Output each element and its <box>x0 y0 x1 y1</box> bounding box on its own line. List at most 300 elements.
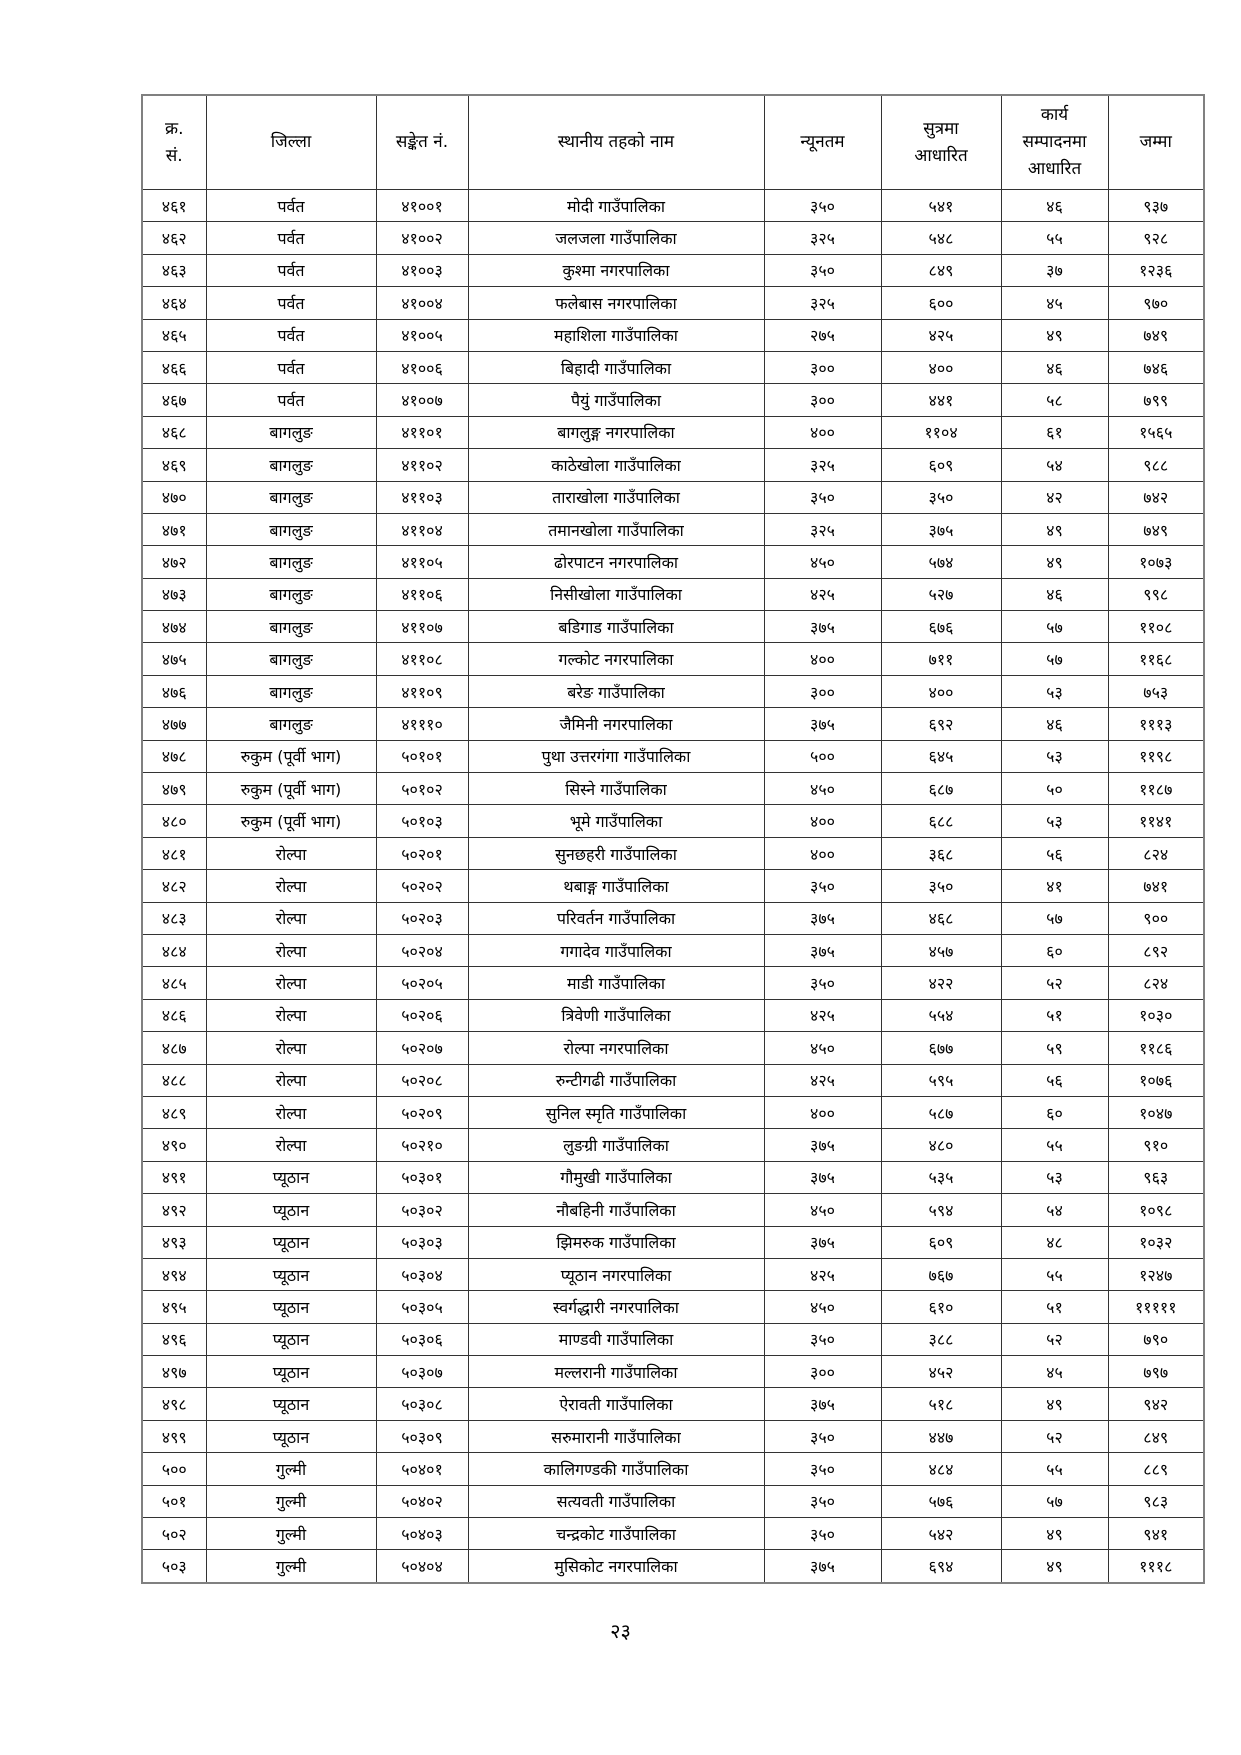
cell-serial: ४९० <box>142 1129 206 1161</box>
cell-serial: ४७० <box>142 481 206 513</box>
cell-code: ५०३०५ <box>376 1291 468 1323</box>
cell-district: पर्वत <box>206 254 376 286</box>
cell-code: ४१००४ <box>376 287 468 319</box>
cell-performance-based: ४९ <box>1001 1518 1108 1550</box>
cell-minimum: ३७५ <box>764 1226 881 1258</box>
cell-code: ५०२०४ <box>376 934 468 966</box>
cell-formula-based: ५४२ <box>881 1518 1001 1550</box>
cell-district: पर्वत <box>206 287 376 319</box>
cell-performance-based: ५५ <box>1001 1258 1108 1290</box>
cell-performance-based: ५३ <box>1001 1161 1108 1193</box>
cell-code: ५०२०७ <box>376 1032 468 1064</box>
cell-total: १११११ <box>1108 1291 1204 1323</box>
cell-serial: ४९८ <box>142 1388 206 1420</box>
cell-code: ५०२०६ <box>376 999 468 1031</box>
cell-performance-based: ४६ <box>1001 190 1108 222</box>
table-row <box>142 319 1204 351</box>
table-row <box>142 481 1204 513</box>
cell-formula-based: ५२७ <box>881 578 1001 610</box>
cell-serial: ४९४ <box>142 1258 206 1290</box>
cell-local-level: महाशिला गाउँपालिका <box>468 319 764 351</box>
cell-district: पर्वत <box>206 319 376 351</box>
header-performance-based <box>1001 95 1108 190</box>
cell-serial: ४७८ <box>142 740 206 772</box>
cell-formula-based: ४८० <box>881 1129 1001 1161</box>
cell-formula-based: ५५४ <box>881 999 1001 1031</box>
cell-local-level: गगादेव गाउँपालिका <box>468 934 764 966</box>
cell-district: बागलुङ <box>206 513 376 545</box>
cell-minimum: ३७५ <box>764 708 881 740</box>
cell-code: ५०३०६ <box>376 1323 468 1355</box>
cell-minimum: ३७५ <box>764 934 881 966</box>
table-row <box>142 546 1204 578</box>
cell-minimum: २७५ <box>764 319 881 351</box>
cell-district: रोल्पा <box>206 1032 376 1064</box>
cell-minimum: ३७५ <box>764 611 881 643</box>
header-local-level <box>468 95 764 190</box>
table-row <box>142 416 1204 448</box>
cell-total: १५६५ <box>1108 416 1204 448</box>
header-performance-line1: कार्य <box>1040 105 1069 125</box>
cell-district: बागलुङ <box>206 675 376 707</box>
cell-total: ९४१ <box>1108 1518 1204 1550</box>
cell-local-level: त्रिवेणी गाउँपालिका <box>468 999 764 1031</box>
cell-code: ४११०४ <box>376 513 468 545</box>
cell-formula-based: ४४१ <box>881 384 1001 416</box>
cell-district: प्यूठान <box>206 1388 376 1420</box>
cell-code: ५०२०८ <box>376 1064 468 1096</box>
cell-district: प्यूठान <box>206 1291 376 1323</box>
header-formula-line2: आधारित <box>914 145 968 166</box>
cell-formula-based: ६०९ <box>881 449 1001 481</box>
table-row <box>142 384 1204 416</box>
cell-code: ४११०२ <box>376 449 468 481</box>
cell-performance-based: ५२ <box>1001 1323 1108 1355</box>
cell-district: प्यूठान <box>206 1161 376 1193</box>
cell-local-level: स्वर्गद्धारी नगरपालिका <box>468 1291 764 1323</box>
cell-performance-based: ४२ <box>1001 481 1108 513</box>
cell-local-level: माण्डवी गाउँपालिका <box>468 1323 764 1355</box>
cell-formula-based: ६०९ <box>881 1226 1001 1258</box>
cell-local-level: गौमुखी गाउँपालिका <box>468 1161 764 1193</box>
cell-serial: ४६७ <box>142 384 206 416</box>
cell-code: ५०२०३ <box>376 902 468 934</box>
cell-code: ५०१०१ <box>376 740 468 772</box>
cell-total: ७९९ <box>1108 384 1204 416</box>
cell-serial: ४७५ <box>142 643 206 675</box>
table-row <box>142 934 1204 966</box>
cell-local-level: रुन्टीगढी गाउँपालिका <box>468 1064 764 1096</box>
cell-district: प्यूठान <box>206 1356 376 1388</box>
cell-formula-based: ६७६ <box>881 611 1001 643</box>
cell-formula-based: ६९४ <box>881 1550 1001 1583</box>
cell-local-level: लुङग्री गाउँपालिका <box>468 1129 764 1161</box>
cell-local-level: सरुमारानी गाउँपालिका <box>468 1420 764 1452</box>
cell-code: ४११०३ <box>376 481 468 513</box>
cell-district: पर्वत <box>206 190 376 222</box>
cell-formula-based: ३५० <box>881 481 1001 513</box>
cell-total: ८८९ <box>1108 1453 1204 1485</box>
cell-code: ५०४०३ <box>376 1518 468 1550</box>
cell-code: ५०२०१ <box>376 837 468 869</box>
cell-total: ८२४ <box>1108 837 1204 869</box>
cell-minimum: ३२५ <box>764 513 881 545</box>
table-row <box>142 1388 1204 1420</box>
cell-performance-based: ४९ <box>1001 546 1108 578</box>
cell-serial: ४८२ <box>142 870 206 902</box>
cell-code: ५०३०९ <box>376 1420 468 1452</box>
cell-formula-based: ५१८ <box>881 1388 1001 1420</box>
cell-formula-based: ४२५ <box>881 319 1001 351</box>
cell-code: ४१११० <box>376 708 468 740</box>
cell-code: ४११०९ <box>376 675 468 707</box>
cell-code: ४११०७ <box>376 611 468 643</box>
cell-formula-based: ४६८ <box>881 902 1001 934</box>
cell-district: प्यूठान <box>206 1420 376 1452</box>
table-row <box>142 999 1204 1031</box>
cell-performance-based: ५४ <box>1001 1194 1108 1226</box>
table-row <box>142 708 1204 740</box>
cell-total: ११९८ <box>1108 740 1204 772</box>
cell-minimum: ३०० <box>764 675 881 707</box>
cell-formula-based: ५७४ <box>881 546 1001 578</box>
cell-district: रुकुम (पूर्वी भाग) <box>206 773 376 805</box>
cell-minimum: ४५० <box>764 1032 881 1064</box>
cell-district: बागलुङ <box>206 643 376 675</box>
cell-code: ५०२०९ <box>376 1096 468 1128</box>
cell-formula-based: ३६८ <box>881 837 1001 869</box>
cell-district: बागलुङ <box>206 611 376 643</box>
cell-formula-based: ६८८ <box>881 805 1001 837</box>
header-code-line1: सङ्केत नं. <box>395 132 449 152</box>
cell-formula-based: ३८८ <box>881 1323 1001 1355</box>
cell-serial: ५०२ <box>142 1518 206 1550</box>
cell-serial: ४७२ <box>142 546 206 578</box>
cell-minimum: ३५० <box>764 870 881 902</box>
cell-formula-based: ६१० <box>881 1291 1001 1323</box>
cell-performance-based: ५९ <box>1001 1032 1108 1064</box>
table-row <box>142 675 1204 707</box>
table-row <box>142 254 1204 286</box>
table-row <box>142 1161 1204 1193</box>
cell-district: प्यूठान <box>206 1194 376 1226</box>
cell-minimum: ३७५ <box>764 1550 881 1583</box>
cell-local-level: मोदी गाउँपालिका <box>468 190 764 222</box>
table-row <box>142 902 1204 934</box>
cell-total: ११४१ <box>1108 805 1204 837</box>
header-performance-line2: सम्पादनमा <box>1022 132 1087 152</box>
cell-minimum: ३५० <box>764 254 881 286</box>
table-row <box>142 740 1204 772</box>
cell-serial: ४९३ <box>142 1226 206 1258</box>
cell-formula-based: ४०० <box>881 351 1001 383</box>
cell-total: ७४९ <box>1108 513 1204 545</box>
cell-total: ११८७ <box>1108 773 1204 805</box>
cell-minimum: ४०० <box>764 416 881 448</box>
cell-code: ५०३०१ <box>376 1161 468 1193</box>
cell-serial: ४७३ <box>142 578 206 610</box>
table-row <box>142 449 1204 481</box>
table-row <box>142 1356 1204 1388</box>
cell-total: १११३ <box>1108 708 1204 740</box>
cell-minimum: ४०० <box>764 837 881 869</box>
cell-code: ५०४०२ <box>376 1485 468 1517</box>
cell-formula-based: ५४८ <box>881 222 1001 254</box>
cell-minimum: ४५० <box>764 1291 881 1323</box>
cell-formula-based: ४८४ <box>881 1453 1001 1485</box>
cell-formula-based: ६९२ <box>881 708 1001 740</box>
cell-serial: ४९५ <box>142 1291 206 1323</box>
cell-total: ७५३ <box>1108 675 1204 707</box>
cell-local-level: निसीखोला गाउँपालिका <box>468 578 764 610</box>
cell-performance-based: ४५ <box>1001 287 1108 319</box>
cell-performance-based: ४९ <box>1001 1550 1108 1583</box>
cell-district: रोल्पा <box>206 837 376 869</box>
cell-district: बागलुङ <box>206 578 376 610</box>
cell-district: रोल्पा <box>206 1129 376 1161</box>
cell-district: प्यूठान <box>206 1323 376 1355</box>
cell-formula-based: ५९५ <box>881 1064 1001 1096</box>
cell-local-level: माडी गाउँपालिका <box>468 967 764 999</box>
cell-total: ९२८ <box>1108 222 1204 254</box>
cell-code: ४१००५ <box>376 319 468 351</box>
cell-code: ५०३०३ <box>376 1226 468 1258</box>
cell-district: रोल्पा <box>206 870 376 902</box>
header-serial <box>142 95 206 190</box>
cell-district: बागलुङ <box>206 546 376 578</box>
cell-minimum: ३२५ <box>764 222 881 254</box>
cell-total: ११०८ <box>1108 611 1204 643</box>
table-row <box>142 1064 1204 1096</box>
cell-minimum: ३७५ <box>764 1161 881 1193</box>
cell-minimum: ४५० <box>764 1194 881 1226</box>
cell-code: ५०२०२ <box>376 870 468 902</box>
cell-local-level: प्यूठान नगरपालिका <box>468 1258 764 1290</box>
cell-local-level: कुश्मा नगरपालिका <box>468 254 764 286</box>
cell-total: १०७६ <box>1108 1064 1204 1096</box>
table-row <box>142 1032 1204 1064</box>
table-row <box>142 578 1204 610</box>
header-formula-line1: सुत्रमा <box>923 118 959 139</box>
cell-formula-based: ४२२ <box>881 967 1001 999</box>
table-row <box>142 870 1204 902</box>
cell-minimum: ३२५ <box>764 287 881 319</box>
cell-local-level: ढोरपाटन नगरपालिका <box>468 546 764 578</box>
header-serial-line2: सं. <box>165 145 183 166</box>
cell-formula-based: ५३५ <box>881 1161 1001 1193</box>
cell-formula-based: ४४७ <box>881 1420 1001 1452</box>
header-formula-based <box>881 95 1001 190</box>
cell-total: ९९८ <box>1108 578 1204 610</box>
cell-formula-based: ५९४ <box>881 1194 1001 1226</box>
cell-code: ५०३०८ <box>376 1388 468 1420</box>
page-number: २३ <box>610 1619 631 1643</box>
cell-total: ७९७ <box>1108 1356 1204 1388</box>
cell-district: प्यूठान <box>206 1258 376 1290</box>
cell-serial: ४९१ <box>142 1161 206 1193</box>
cell-serial: ४८४ <box>142 934 206 966</box>
cell-total: ९७० <box>1108 287 1204 319</box>
cell-performance-based: ४५ <box>1001 1356 1108 1388</box>
cell-total: ७४६ <box>1108 351 1204 383</box>
cell-performance-based: ५३ <box>1001 740 1108 772</box>
cell-district: गुल्मी <box>206 1518 376 1550</box>
cell-code: ४१००२ <box>376 222 468 254</box>
cell-minimum: ३५० <box>764 1485 881 1517</box>
cell-total: ७४९ <box>1108 319 1204 351</box>
cell-minimum: ३७५ <box>764 1129 881 1161</box>
cell-performance-based: ५६ <box>1001 837 1108 869</box>
cell-local-level: बिहादी गाउँपालिका <box>468 351 764 383</box>
cell-code: ५०४०१ <box>376 1453 468 1485</box>
table-row <box>142 1453 1204 1485</box>
cell-local-level: पुथा उत्तरगंगा गाउँपालिका <box>468 740 764 772</box>
cell-serial: ४८६ <box>142 999 206 1031</box>
cell-district: पर्वत <box>206 384 376 416</box>
cell-serial: ४७७ <box>142 708 206 740</box>
cell-local-level: ऐरावती गाउँपालिका <box>468 1388 764 1420</box>
cell-performance-based: ४१ <box>1001 870 1108 902</box>
cell-local-level: झिमरुक गाउँपालिका <box>468 1226 764 1258</box>
cell-formula-based: ४५७ <box>881 934 1001 966</box>
table-body <box>142 190 1204 1583</box>
cell-minimum: ४५० <box>764 546 881 578</box>
cell-performance-based: ५३ <box>1001 805 1108 837</box>
cell-district: पर्वत <box>206 351 376 383</box>
header-minimum-line1: न्यूनतम <box>800 132 845 152</box>
table-row <box>142 287 1204 319</box>
cell-minimum: ३७५ <box>764 902 881 934</box>
cell-serial: ५०१ <box>142 1485 206 1517</box>
cell-minimum: ३५० <box>764 1420 881 1452</box>
table-row <box>142 837 1204 869</box>
cell-district: बागलुङ <box>206 481 376 513</box>
cell-district: पर्वत <box>206 222 376 254</box>
cell-local-level: बडिगाड गाउँपालिका <box>468 611 764 643</box>
cell-performance-based: ५६ <box>1001 1064 1108 1096</box>
cell-performance-based: ५७ <box>1001 643 1108 675</box>
cell-performance-based: ६० <box>1001 1096 1108 1128</box>
cell-serial: ४८७ <box>142 1032 206 1064</box>
cell-minimum: ४२५ <box>764 578 881 610</box>
table-row <box>142 513 1204 545</box>
table-row <box>142 351 1204 383</box>
cell-district: गुल्मी <box>206 1550 376 1583</box>
cell-minimum: ४०० <box>764 805 881 837</box>
header-total-line1: जम्मा <box>1139 132 1172 152</box>
header-code <box>376 95 468 190</box>
cell-local-level: चन्द्रकोट गाउँपालिका <box>468 1518 764 1550</box>
cell-minimum: ३२५ <box>764 449 881 481</box>
cell-code: ५०४०४ <box>376 1550 468 1583</box>
cell-minimum: ३०० <box>764 351 881 383</box>
header-minimum <box>764 95 881 190</box>
cell-serial: ४९७ <box>142 1356 206 1388</box>
cell-district: बागलुङ <box>206 708 376 740</box>
cell-code: ४१००३ <box>376 254 468 286</box>
cell-serial: ४६४ <box>142 287 206 319</box>
table-row <box>142 222 1204 254</box>
cell-total: ७४१ <box>1108 870 1204 902</box>
cell-minimum: ४२५ <box>764 1258 881 1290</box>
cell-serial: ४६३ <box>142 254 206 286</box>
cell-performance-based: ४६ <box>1001 578 1108 610</box>
cell-performance-based: ५१ <box>1001 1291 1108 1323</box>
table-row <box>142 1194 1204 1226</box>
cell-total: १०३२ <box>1108 1226 1204 1258</box>
cell-serial: ४८५ <box>142 967 206 999</box>
cell-district: गुल्मी <box>206 1485 376 1517</box>
header-district-line1: जिल्ला <box>270 132 312 152</box>
cell-minimum: ४०० <box>764 1096 881 1128</box>
table-row <box>142 643 1204 675</box>
cell-local-level: सत्यवती गाउँपालिका <box>468 1485 764 1517</box>
cell-local-level: थबाङ्ग गाउँपालिका <box>468 870 764 902</box>
cell-total: ९६३ <box>1108 1161 1204 1193</box>
cell-code: ५०३०४ <box>376 1258 468 1290</box>
cell-local-level: रोल्पा नगरपालिका <box>468 1032 764 1064</box>
cell-formula-based: ४५२ <box>881 1356 1001 1388</box>
cell-performance-based: ५२ <box>1001 967 1108 999</box>
header-local-level-line1: स्थानीय तहको नाम <box>557 132 675 152</box>
cell-performance-based: ५८ <box>1001 384 1108 416</box>
cell-district: रोल्पा <box>206 902 376 934</box>
cell-local-level: बागलुङ्ग नगरपालिका <box>468 416 764 448</box>
cell-serial: ४९६ <box>142 1323 206 1355</box>
cell-local-level: जैमिनी नगरपालिका <box>468 708 764 740</box>
cell-performance-based: ४६ <box>1001 708 1108 740</box>
cell-local-level: परिवर्तन गाउँपालिका <box>468 902 764 934</box>
cell-minimum: ४५० <box>764 773 881 805</box>
cell-performance-based: ५३ <box>1001 675 1108 707</box>
cell-performance-based: ५५ <box>1001 1453 1108 1485</box>
cell-code: ५०२०५ <box>376 967 468 999</box>
cell-total: ८४९ <box>1108 1420 1204 1452</box>
cell-formula-based: ११०४ <box>881 416 1001 448</box>
cell-performance-based: ६० <box>1001 934 1108 966</box>
header-performance-line3: आधारित <box>1027 159 1082 179</box>
cell-serial: ४९९ <box>142 1420 206 1452</box>
cell-performance-based: ४९ <box>1001 513 1108 545</box>
cell-serial: ४६८ <box>142 416 206 448</box>
table-row <box>142 1129 1204 1161</box>
cell-district: रुकुम (पूर्वी भाग) <box>206 805 376 837</box>
cell-total: ७९० <box>1108 1323 1204 1355</box>
cell-local-level: काठेखोला गाउँपालिका <box>468 449 764 481</box>
cell-formula-based: ३७५ <box>881 513 1001 545</box>
cell-formula-based: ७११ <box>881 643 1001 675</box>
cell-minimum: ३०० <box>764 1356 881 1388</box>
cell-minimum: ३५० <box>764 967 881 999</box>
table-row <box>142 611 1204 643</box>
cell-serial: ४६६ <box>142 351 206 383</box>
cell-total: ९०० <box>1108 902 1204 934</box>
cell-local-level: जलजला गाउँपालिका <box>468 222 764 254</box>
cell-district: बागलुङ <box>206 416 376 448</box>
cell-minimum: ३७५ <box>764 1388 881 1420</box>
cell-local-level: पैयुं गाउँपालिका <box>468 384 764 416</box>
cell-code: ४१००७ <box>376 384 468 416</box>
cell-formula-based: ७६७ <box>881 1258 1001 1290</box>
cell-code: ४१००१ <box>376 190 468 222</box>
cell-code: ४११०१ <box>376 416 468 448</box>
cell-serial: ४८१ <box>142 837 206 869</box>
cell-district: रोल्पा <box>206 999 376 1031</box>
cell-minimum: ५०० <box>764 740 881 772</box>
cell-local-level: भूमे गाउँपालिका <box>468 805 764 837</box>
cell-minimum: ३५० <box>764 1323 881 1355</box>
grant-allocation-table <box>141 94 1205 1584</box>
